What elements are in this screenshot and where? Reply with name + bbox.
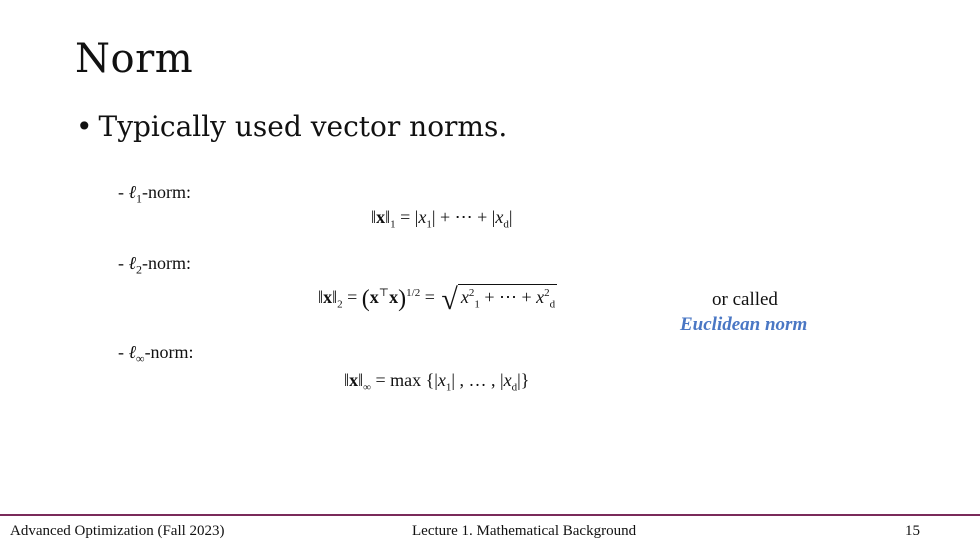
l1-norm-formula: $‖x‖_1 = |x_1|$ + ⋯ + $|x_d|$ — [371, 207, 513, 231]
linf-norm-formula: $‖x‖_\infty = \max \{|x_1|$ , … , $|x_d|$} — [344, 370, 530, 394]
l2-norm-label: - ℓ$_2$-norm: — [118, 253, 191, 277]
ell-symbol: ℓ — [128, 182, 136, 202]
linf-norm-label: - ℓ$_\infty$-norm: — [118, 342, 194, 366]
ell-symbol: ℓ — [128, 253, 136, 273]
ell-symbol: ℓ — [128, 342, 136, 362]
l1-norm-label: - ℓ$_1$-norm: — [118, 182, 191, 206]
label-subscript: 2 — [136, 262, 142, 277]
l2-norm-formula: $‖x‖_2 = (x^⊤x)^{1/2}$ = √ $x^2_1$ + ⋯ + $x^2_d$ — [318, 283, 556, 316]
note-text: or called — [712, 289, 778, 310]
bullet-item — [76, 110, 507, 143]
slide-title: Norm — [75, 36, 194, 82]
label-suffix: -norm: — [142, 253, 191, 273]
bullet-dot: • — [76, 110, 93, 143]
label-subscript: ∞ — [136, 351, 145, 366]
euclidean-norm-highlight: Euclidean norm — [680, 314, 808, 335]
label-suffix: -norm: — [144, 342, 194, 362]
footer-divider — [0, 514, 980, 516]
footer-course: Advanced Optimization (Fall 2023) — [10, 523, 225, 539]
bullet-text: Typically used vector norms. — [98, 110, 508, 143]
page-number: 15 — [905, 523, 920, 539]
label-suffix: -norm: — [142, 182, 191, 202]
label-subscript: 1 — [136, 191, 142, 206]
footer-lecture: Lecture 1. Mathematical Background — [412, 523, 637, 539]
